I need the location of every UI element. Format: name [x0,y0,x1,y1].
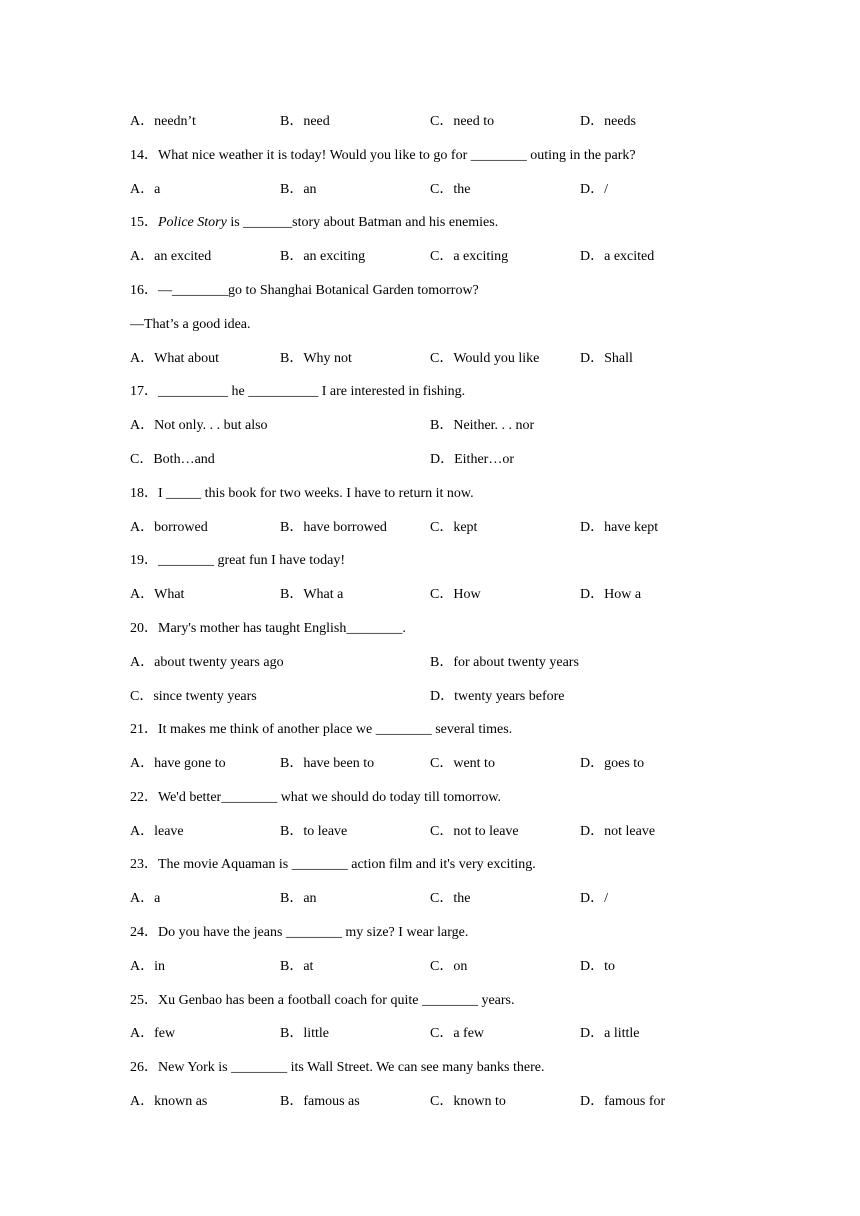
option-d: D．twenty years before [430,689,565,704]
option-d: D．to [580,959,615,974]
option-d: D．a excited [580,249,655,264]
option-a: A．have gone to [130,756,226,771]
question-23: 23．The movie Aquaman is ________ action film and it's very exciting. [130,857,536,872]
option-a: A．What [130,587,185,602]
option-a: A．few [130,1026,176,1041]
question-text: is _______story about Batman and his enemies. [226,215,499,230]
question-19: 19．________ great fun I have today! [130,553,345,568]
option-c: C．on [430,959,468,974]
option-d: D．a little [580,1026,640,1041]
option-b: B．for about twenty years [430,655,579,670]
option-b: B．Why not [280,351,352,366]
question-17: 17．__________ he __________ I are interested in fishing. [130,384,466,399]
question-22: 22．We'd better________ what we should do today till tomorrow. [130,790,502,805]
option-d: D．have kept [580,520,659,535]
option-a: A．needn’t [130,114,196,129]
question-24: 24．Do you have the jeans ________ my size? I wear large. [130,925,469,940]
option-c: C．went to [430,756,495,771]
option-c: C．need to [430,114,495,129]
option-b: B．need [280,114,330,129]
option-a: A．a [130,182,161,197]
option-a: A．known as [130,1094,208,1109]
question-16: 16．—________go to Shanghai Botanical Garden tomorrow? [130,283,479,298]
option-b: B．an exciting [280,249,366,264]
option-c: C．Would you like [430,351,540,366]
option-c: C．a few [430,1026,485,1041]
option-b: B．have been to [280,756,375,771]
option-b: B．What a [280,587,344,602]
question-number: 15． [130,215,158,230]
option-a: A．Not only. . . but also [130,418,268,433]
option-c: C．kept [430,520,478,535]
movie-title: Police Story [158,215,227,230]
option-a: A．a [130,891,161,906]
question-20: 20．Mary's mother has taught English________. [130,621,406,636]
option-d: D．goes to [580,756,645,771]
option-d: D．Shall [580,351,633,366]
question-14: 14．What nice weather it is today! Would you like to go for ________ outing in the park? [130,148,636,163]
option-a: A．leave [130,824,184,839]
option-a: A．borrowed [130,520,208,535]
option-d: D．/ [580,182,608,197]
option-b: B．little [280,1026,329,1041]
option-c: C．Both…and [130,452,215,467]
option-a: A．What about [130,351,220,366]
option-a: A．about twenty years ago [130,655,284,670]
option-c: C．since twenty years [130,689,257,704]
question-26: 26．New York is ________ its Wall Street. We can see many banks there. [130,1060,545,1075]
option-d: D．not leave [580,824,656,839]
option-c: C．a exciting [430,249,509,264]
question-18: 18．I _____ this book for two weeks. I have to return it now. [130,486,474,501]
option-d: D．famous for [580,1094,666,1109]
option-c: C．known to [430,1094,506,1109]
option-b: B．an [280,891,317,906]
option-b: B．at [280,959,314,974]
option-a: A．in [130,959,165,974]
option-d: D．How a [580,587,642,602]
question-16-reply: —That’s a good idea. [130,317,251,332]
option-b: B．have borrowed [280,520,387,535]
option-b: B．Neither. . . nor [430,418,535,433]
option-c: C．How [430,587,481,602]
question-15 [130,214,498,232]
option-b: B．to leave [280,824,348,839]
question-25: 25．Xu Genbao has been a football coach for quite ________ years. [130,993,515,1008]
option-d: D．/ [580,891,608,906]
option-a: A．an excited [130,249,212,264]
option-c: C．the [430,182,471,197]
option-d: D．Either…or [430,452,514,467]
option-c: C．the [430,891,471,906]
option-b: B．an [280,182,317,197]
option-b: B．famous as [280,1094,360,1109]
option-c: C．not to leave [430,824,519,839]
option-d: D．needs [580,114,636,129]
question-21: 21．It makes me think of another place we ________ several times. [130,722,513,737]
